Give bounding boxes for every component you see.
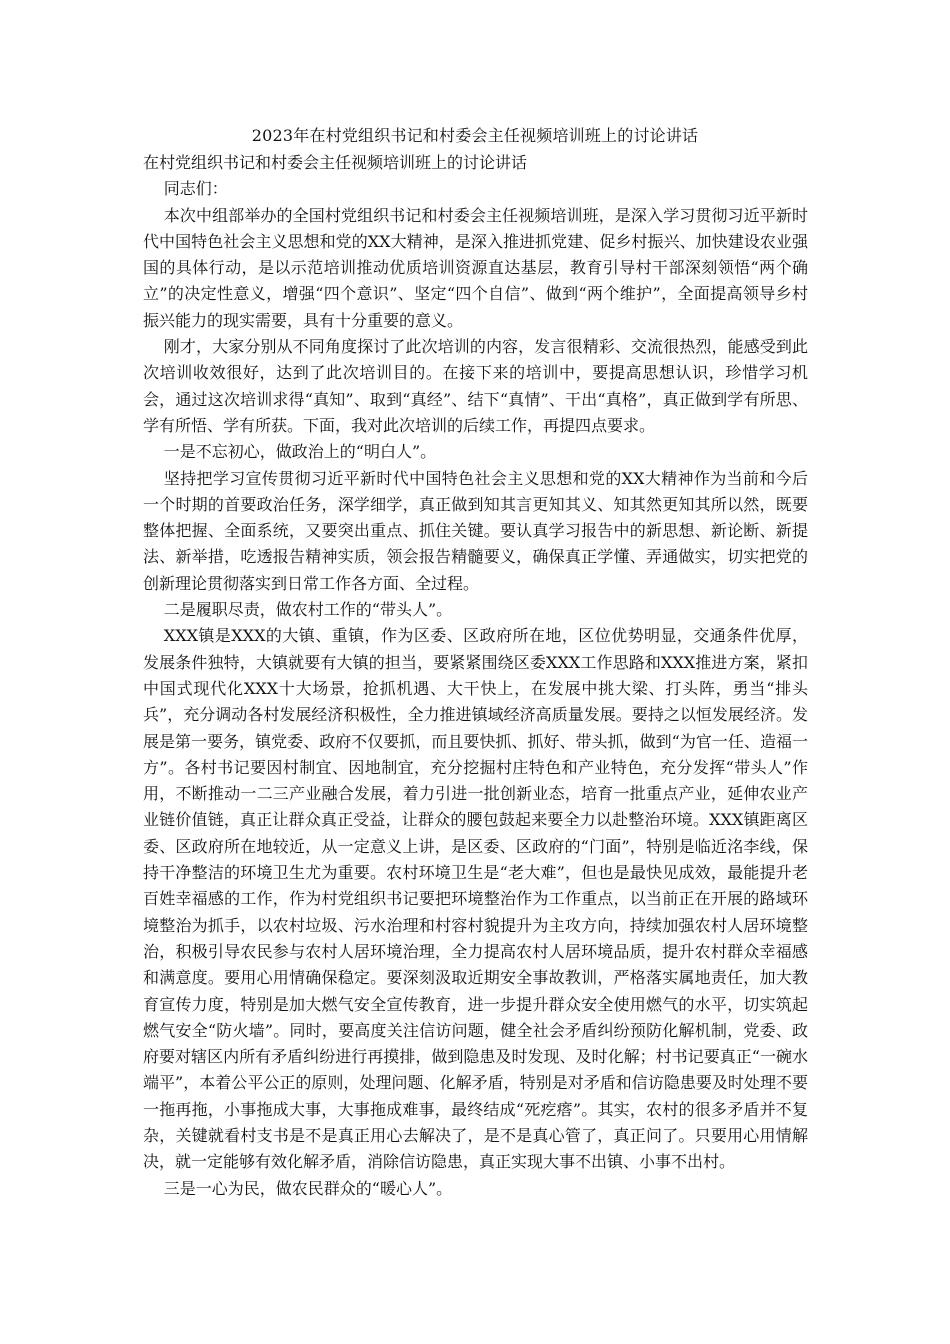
section-heading-3: 三是一心为民，做农民群众的“暖心人”。 — [163, 1178, 453, 1198]
salutation: 同志们： — [163, 179, 228, 199]
document-subtitle: 在村党组织书记和村委会主任视频培训班上的讨论讲话 — [143, 153, 528, 172]
section-heading-1: 一是不忘初心，做政治上的“明白人”。 — [163, 442, 437, 462]
paragraph-training-remarks: 刚才，大家分别从不同角度探讨了此次培训的内容，发言很精彩、交流很热烈，能感受到此次培训收效很好，达到了此次培训目的。在接下来的培训中，要提高思想认识，珍惜学习机会，通过这次培训求得“真知”、取到“真经”、结下“真情”、干出“真格”，真正做到学有所思、学有所悟、学有所获。下面，我对此次培训的后续工作，再提四点要求。 — [143, 337, 808, 435]
section-heading-2: 二是履职尽责，做农村工作的“带头人”。 — [163, 600, 453, 620]
document-title: 2023年在村党组织书记和村委会主任视频培训班上的讨论讲话 — [251, 126, 699, 145]
paragraph-section-1: 坚持把学习宣传贯彻习近平新时代中国特色社会主义思想和党的XX大精神作为当前和今后一个时期的首要政治任务，深学细学，真正做到知其言更知其义、知其然更知其所以然，既要整体把握、全面系统，又要突出重点、抓住关键。要认真学习报告中的新思想、新论断、新提法、新举措，吃透报告精神实质，领会报告精髓要义，确保真正学懂、弄通做实，切实把党的创新理论贯彻落实到日常工作各方面、全过程。 — [143, 468, 808, 593]
paragraph-section-2: XXX镇是XXX的大镇、重镇，作为区委、区政府所在地，区位优势明显，交通条件优厚，发展条件独特，大镇就要有大镇的担当，要紧紧围绕区委XXX工作思路和XXX推进方案，紧扣中国式现代化XXX十大场景，抢抓机遇、大干快上，在发展中挑大梁、打头阵，勇当“排头兵”，充分调动各村发展经济积极性，全力推进镇域经济高质量发展。要持之以恒发展经济。发展是第一要务，镇党委、政府不仅要抓，而且要快抓、抓好、带头抓，做到“为官一任、造福一方”。各村书记要因村制宜、因地制宜，充分挖掘村庄特色和产业特色，充分发挥“带头人”作用，不断推动一二三产业融合发展，着力引进一批创新业态，培育一批重点产业，延伸农业产业链价值链，真正让群众真正受益，让群众的腰包鼓起来要全力以赴整治环境。XXX镇距离区委、区政府所在地较近，从一定意义上讲，是区委、区政府的“门面”，特别是临近洺李线，保持干净整洁的环境卫生尤为重要。农村环境卫生是“老大难”，但也是最快见成效，最能提升老百姓幸福感的工作，作为村党组织书记要把环境整治作为工作重点，以当前正在开展的路域环境整治为抓手，以农村垃圾、污水治理和村容村貌提升为主攻方向，持续加强农村人居环境整治，积极引导农民参与农村人居环境治理，全力提高农村人居环境品质，提升农村群众幸福感和满意度。要用心用情确保稳定。要深刻汲取近期安全事故教训，严格落实属地责任，加大教育宣传力度，特别是加大燃气安全宣传教育，进一步提升群众安全使用燃气的水平，切实筑起燃气安全“防火墙”。同时，要高度关注信访问题，健全社会矛盾纠纷预防化解机制，党委、政府要对辖区内所有矛盾纠纷进行再摸排，做到隐患及时发现、及时化解；村书记要真正“一碗水端平”，本着公平公正的原则，处理问题、化解矛盾，特别是对矛盾和信访隐患要及时处理不要一拖再拖，小事拖成大事，大事拖成难事，最终结成“死疙瘩”。其实，农村的很多矛盾并不复杂，关键就看村支书是不是真正用心去解决了，是不是真心管了，真正问了。只要用心用情解决，就一定能够有效化解矛盾，消除信访隐患，真正实现大事不出镇、小事不出村。 — [143, 626, 808, 1172]
paragraph-intro: 本次中组部举办的全国村党组织书记和村委会主任视频培训班，是深入学习贯彻习近平新时代中国特色社会主义思想和党的XX大精神，是深入推进抓党建、促乡村振兴、加快建设农业强国的具体行动，是以示范培训推动优质培训资源直达基层，教育引导村干部深刻领悟“两个确立”的决定性意义，增强“四个意识”、坚定“四个自信”、做到“两个维护”，全面提高领导乡村振兴能力的现实需要，具有十分重要的意义。 — [143, 205, 808, 330]
document-body — [143, 150, 808, 1202]
